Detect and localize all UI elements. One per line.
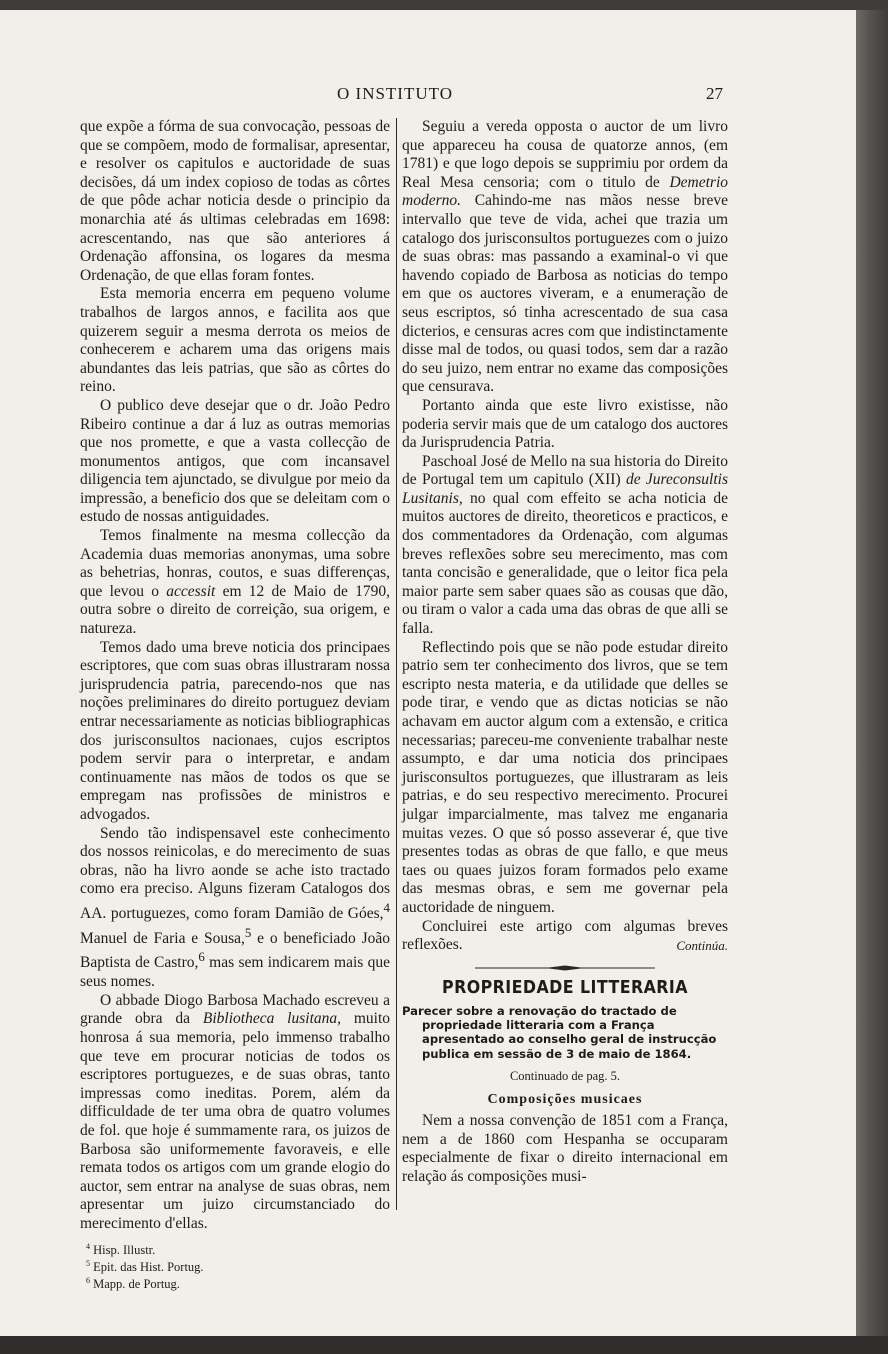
footnote-mark: 5	[86, 1258, 90, 1268]
text-run: O abbade Diogo Barbosa Machado escreveu a grande obra da	[80, 991, 390, 1028]
footnote-text: Hisp. Illustr.	[93, 1242, 156, 1257]
italic-title: Demetrio moderno.	[402, 173, 729, 210]
paragraph	[80, 825, 390, 992]
text-run: Cahindo-me nas mãos nesse breve intervallo que teve de vida, achei que trazia um catalogo dos jurisconsultos portuguezes com o juizo de suas obras: mas passando a examinal-o vi que havendo copiado de Barbosa as noticias do tempo em que os auctores viveram, e a enumeração de seus escriptos, só tinha acrescentado de sua casa dicterios, e censuras acres com que indistinctamente disse mal de todos, ou quasi todos, sem dar a razão do seu juizo, nem entrar no exame das composições que censurava.	[402, 192, 729, 396]
footnote-mark: 4	[86, 1241, 90, 1251]
book-spine-edge	[856, 10, 888, 1354]
paragraph: Esta memoria encerra em pequeno volume trabalhos de largos annos, e facilita aos que quizerem seguir a mesma derrota os meios de conhecerem e acharem uma das origens mais abundantes das leis patrias, que são as côrtes do reino.	[80, 285, 390, 396]
continues-signature: Continúa.	[676, 937, 728, 953]
left-column	[80, 118, 390, 1291]
paragraph	[80, 527, 390, 639]
italic-title: de Jureconsultis Lusitanis,	[402, 471, 728, 507]
text-run: Seguiu a vereda opposta o auctor de um livro que appareceu ha cousa de quatorze annos, (em 1781) e que logo depois se supprimiu por ordem da Real Mesa censoria; com o titulo de	[402, 118, 728, 191]
text-run: no qual com effeito se acha noticia de muitos auctores de direito, theoreticos e practicos, e dos commentadores da Ordenação, com algumas breves reflexões sobre seu merecimento, mas com tanta concisão e generalidade, que o leitor fica pela maior parte sem saber quaes são as cousas que dão, ou tiram o valor a cada uma das obras de que alli se falla.	[402, 489, 728, 638]
paragraph: que expõe a fórma de sua convocação, pessoas de que se compõem, modo de formalisar, apresentar, e resolver os capitulos e auctoridade de suas decisões, dá um index copioso de todas as côrtes de que pôde achar noticia desde o principio da monarchia até ás ultimas celebradas em 1698: acrescentando, nas que são anteriores á Ordenação affonsina, os logares da mesma Ordenação, de que ellas foram fontes.	[80, 118, 390, 284]
footnote-mark: 6	[86, 1275, 90, 1285]
footnote-ref: 5	[244, 924, 252, 940]
page-number: 27	[706, 84, 723, 103]
continued-note: Continuado de pag. 5.	[509, 1068, 621, 1083]
footnote	[80, 1257, 390, 1274]
paragraph: O publico deve desejar que o dr. João Pedro Ribeiro continue a dar á luz as outras memorias que nos promette, e que a vasta collecção de monumentos antigos, que com incansavel diligencia tem ajunctado, se divulgue por meio da impressão, a beneficio dos que se deleitam com o estudo de nossas antiguidades.	[80, 396, 390, 526]
paragraph	[80, 992, 390, 1234]
footnote-text: Mapp. de Portug.	[93, 1276, 180, 1291]
section-subtitle: Parecer sobre a renovação do tractado de propriedade litteraria com a França apresentado ao conselho geral de instrucção publica em sessão de 3 de maio de 1864.	[402, 1003, 717, 1061]
paragraph: Reflectindo pois que se não pode estudar direito patrio sem ter conhecimento dos livros, que se tem escripto nesta materia, e da utilidade que delles se pode tirar, e vendo que as dictas noticias se não achavam em auctor algum com a extensão, e critica necessarias; pareceu-me conveniente trabalhar neste assumpto, e dar uma noticia dos principaes jurisconsultos portuguezes, que illustraram as leis patrias, e do seu respectivo merecimento. Procurei julgar imparcialmente, mas talvez me enganaria muitas vezes. O que só posso asseverar é, que tive presentes todas as obras de que fallo, e que meus taes ou quaes juizos foram formados pelo exame das mesmas obras, e sem me governar pela auctoridade de ninguem.	[402, 638, 728, 916]
paragraph: Concluirei este artigo com algumas breves reflexões.	[402, 917, 728, 954]
footnote	[80, 1240, 390, 1257]
text-run: Paschoal José de Mello na sua historia do Direito de Portugal tem um capitulo (XII)	[402, 452, 728, 489]
footnote-text: Epit. das Hist. Portug.	[93, 1259, 204, 1274]
italic-term: accessit	[166, 582, 216, 600]
italic-title: Bibliotheca lusitana,	[202, 1010, 341, 1028]
paragraph: Portanto ainda que este livro existisse, não poderia servir mais que de um catalogo dos auctores da Jurisprudencia Patria.	[402, 396, 728, 452]
column-divider	[396, 118, 397, 1210]
running-header-title: O INSTITUTO	[337, 84, 453, 103]
section-title: PROPRIEDADE LITTERARIA	[442, 977, 688, 999]
footnotes	[80, 1240, 390, 1291]
text-run: mas sem indicarem mais que seus nomes.	[80, 954, 390, 991]
text-run: em 12 de Maio de 1790, outra sobre o direito de correição, sua origem, e natureza.	[80, 582, 391, 638]
book-page	[0, 10, 856, 1336]
paragraph	[402, 453, 728, 639]
scan-top-edge	[0, 0, 888, 10]
text-run: Temos finalmente na mesma collecção da Academia duas memorias anonymas, uma sobre as behetrias, honras, coutos, e suas differenças, que levou o	[80, 527, 390, 600]
subsection-heading: Composições musicaes	[487, 1092, 643, 1108]
paragraph: Nem a nossa convenção de 1851 com a França, nem a de 1860 com Hespanha se occuparam especialmente de fixar o direito internacional em relação ás composições musi-	[402, 1111, 728, 1185]
text-run: Sendo tão indispensavel este conhecimento dos nossos reinicolas, e do merecimento de suas obras, não ha livro aonde se ache isto tractado como era preciso. Alguns fizeram Catalogos dos AA. portuguezes, como foram Damião de Góes,	[80, 824, 390, 923]
right-column	[402, 118, 728, 1186]
scan-bottom-edge	[0, 1336, 888, 1354]
footnote	[80, 1274, 390, 1291]
footnote-ref: 6	[198, 949, 205, 965]
text-run: muito honrosa á sua memoria, pelo immenso trabalho que teve em procurar noticias de todos os escriptores portuguezes, e de suas obras, tanto impressas como ineditas. Porem, além da difficuldade de ter uma obra de quatro volumes de fol. que hoje é summamente rara, os juizos de Barbosa são uniformemente favoraveis, e elle remata todos os artigos com um grande elogio do auctor, sem entrar na analyse de suas obras, nem apresentar um juizo circumstanciado do merecimento d'ellas.	[80, 1010, 391, 1232]
section-rule-ornament	[475, 965, 655, 971]
paragraph	[402, 118, 728, 397]
paragraph: Temos dado uma breve noticia dos principaes escriptores, que com suas obras illustraram nossa jurisprudencia patria, parecendo-nos que nas noções preliminares do direito portuguez deviam entrar necessariamente as noticias bibliographicas dos jurisconsultos nacionaes, cujos escriptos podem servir para o interpretar, e andam continuamente nas mãos de todos os que se empregam nas profissões de ministros e advogados.	[80, 638, 390, 823]
text-run: Manuel de Faria e Sousa,	[80, 929, 245, 947]
footnote-ref: 4	[383, 899, 390, 915]
text-run: e o beneficiado João Baptista de Castro,	[80, 929, 390, 972]
